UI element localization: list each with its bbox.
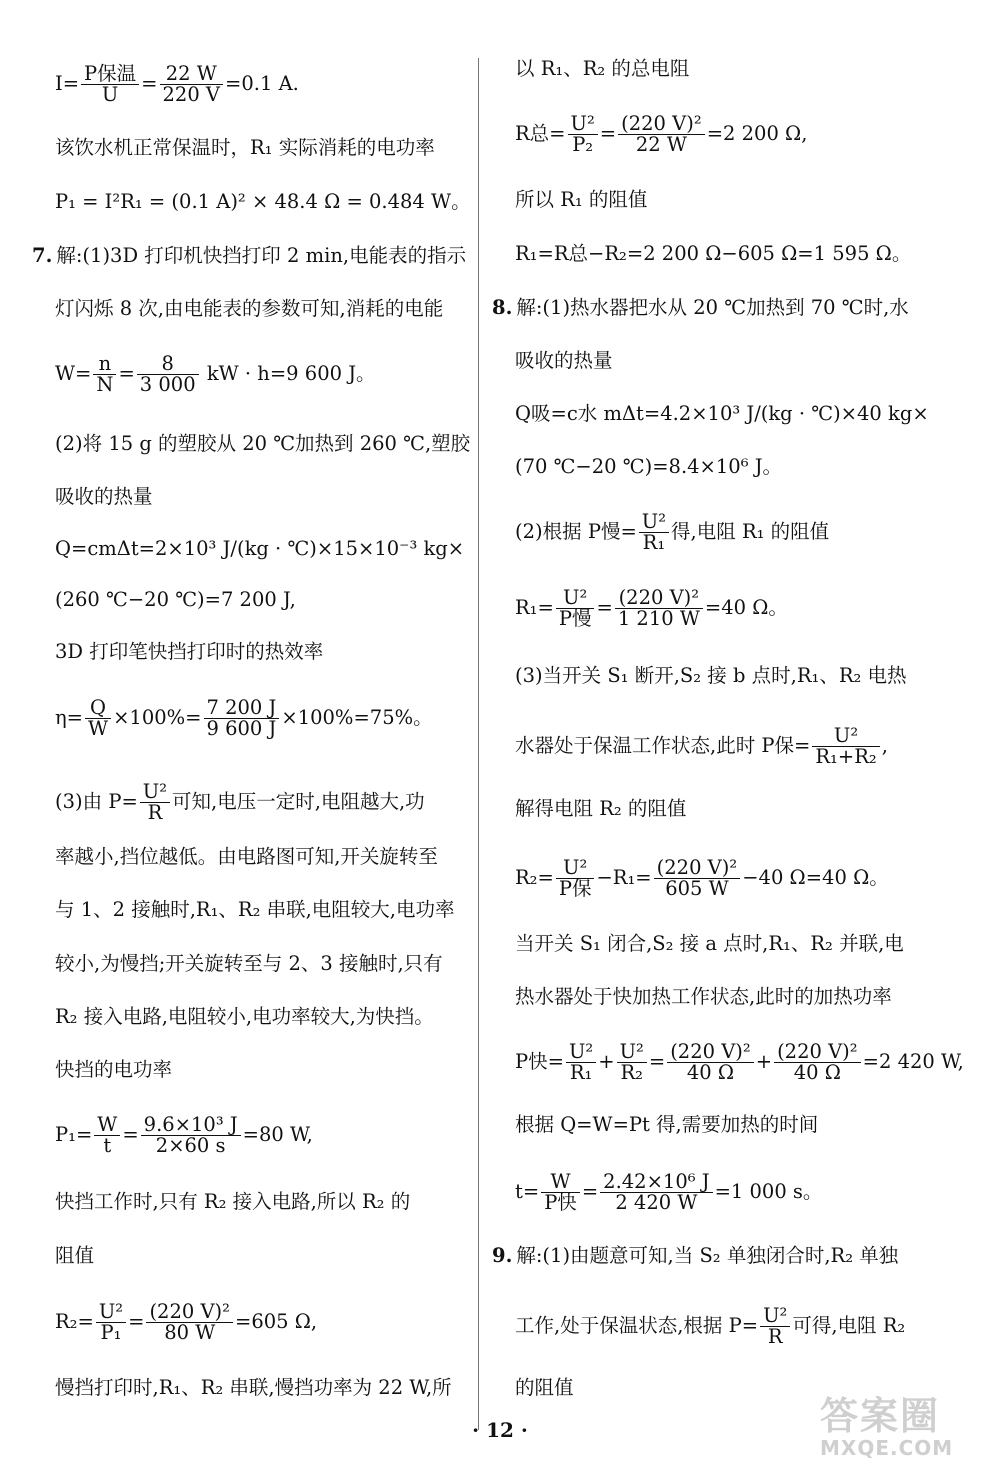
formula-current: I= $\frac{\text{P保温}}{U}$ = $\frac{22 W}{220 V}$ =0.1 A. <box>55 62 299 106</box>
text-line: 吸收的热量 <box>515 349 613 372</box>
question-8-line: 8. 解:(1)热水器把水从 20 ℃加热到 70 ℃时,水 <box>492 296 909 319</box>
text-line: (2)根据 P慢= $\frac{\text{U²}}{\text{R₁}}$ 得,电阻 R₁ 的阻值 <box>515 510 830 554</box>
fraction: $\frac{Q}{W}$ <box>85 698 111 739</box>
formula-fast-power: P₁= $\frac{W}{t}$ = $\frac{\text{9.6×10³ J}}{2\times 60 s}$ =80 W, <box>55 1113 313 1157</box>
text-line: 以 R₁、R₂ 的总电阻 <box>515 57 690 80</box>
fraction: $\frac{\text{2.42×10⁶ J}}{2 420 W}$ <box>600 1172 712 1213</box>
formula-heat-cont: (260 ℃−20 ℃)=7 200 J, <box>55 588 296 611</box>
text-line: 3D 打印笔快挡打印时的热效率 <box>55 640 324 663</box>
watermark-logo: 答案圈 MXQE.COM <box>820 1394 954 1460</box>
fraction: $\frac{\text{U²}}{\text{R₂}}$ <box>617 1042 647 1083</box>
fraction: $\frac{\text{P保温}}{U}$ <box>81 64 139 105</box>
text-line: 工作,处于保温状态,根据 P= $\frac{\text{U²}}{R}$ 可得,电阻 R₂ <box>515 1304 906 1348</box>
text-line: 的阻值 <box>515 1376 574 1399</box>
text-line: (2)将 15 g 的塑胶从 20 ℃加热到 260 ℃,塑胶 <box>55 432 471 455</box>
question-9-line: 9. 解:(1)由题意可知,当 S₂ 单独闭合时,R₂ 单独 <box>492 1244 899 1267</box>
column-divider <box>478 58 479 1430</box>
fraction: $\frac{n}{N}$ <box>93 354 116 395</box>
text-line: 根据 Q=W=Pt 得,需要加热的时间 <box>515 1113 819 1136</box>
text-line: 较小,为慢挡;开关旋转至与 2、3 接触时,只有 <box>55 952 443 975</box>
formula-fast-heating-power: P快= $\frac{\text{U²}}{\text{R₁}}$ + $\frac{\text{U²}}{\text{R₂}}$ = $\frac{\text{(220 V)²}}{40 \Omega}$ + $\frac{\text{(220 V)²}}{40 \Omega}$ =2 420 W, <box>515 1040 964 1084</box>
text-line: 慢挡打印时,R₁、R₂ 串联,慢挡功率为 22 W,所 <box>55 1376 452 1399</box>
formula-r2-value: R₂= $\frac{\text{U²}}{\text{P保}}$ −R₁= $\frac{\text{(220 V)²}}{605 W}$ −40 Ω=40 Ω。 <box>515 856 889 900</box>
text-line: 与 1、2 接触时,R₁、R₂ 串联,电阻较大,电功率 <box>55 898 455 921</box>
fraction: $\frac{\text{(220 V)²}}{80 W}$ <box>146 1302 233 1343</box>
formula-r2: R₂= $\frac{\text{U²}}{\text{P₁}}$ = $\frac{\text{(220 V)²}}{80 W}$ =605 Ω, <box>55 1300 318 1344</box>
text-line: 快挡工作时,只有 R₂ 接入电路,所以 R₂ 的 <box>55 1190 411 1213</box>
fraction: $\frac{\text{(220 V)²}}{40 \Omega}$ <box>774 1042 861 1083</box>
text-line: 吸收的热量 <box>55 485 153 508</box>
text-line: 解得电阻 R₂ 的阻值 <box>515 797 687 820</box>
fraction: $\frac{\text{U²}}{R}$ <box>760 1306 790 1347</box>
fraction: $\frac{\text{U²}}{\text{R₁}}$ <box>639 512 669 553</box>
text-line: (3)当开关 S₁ 断开,S₂ 接 b 点时,R₁、R₂ 电热 <box>515 664 907 687</box>
formula-heat: Q=cmΔt=2×10³ J/(kg · ℃)×15×10⁻³ kg× <box>55 537 465 560</box>
fraction: $\frac{\text{(220 V)²}}{1 210 W}$ <box>615 588 703 629</box>
fraction: $\frac{\text{(220 V)²}}{605 W}$ <box>654 858 741 899</box>
fraction: $\frac{\text{U²}}{\text{P₁}}$ <box>96 1302 126 1343</box>
text-line: 热水器处于快加热工作状态,此时的加热功率 <box>515 985 892 1008</box>
formula-total-resistance: R总= $\frac{\text{U²}}{\text{P₂}}$ = $\frac{\text{(220 V)²}}{22 W}$ =2 200 Ω, <box>515 112 808 156</box>
fraction: $\frac{7 200 J}{9 600 J}$ <box>204 698 280 739</box>
formula-efficiency: η= $\frac{Q}{W}$ ×100%= $\frac{7 200 J}{9 600 J}$ ×100%=75%。 <box>55 696 433 740</box>
question-number: 8. <box>492 296 513 319</box>
question-number: 9. <box>492 1244 513 1267</box>
fraction: $\frac{\text{U²}}{\text{P保}}$ <box>556 858 595 899</box>
formula-r1-value: R₁= $\frac{\text{U²}}{\text{P慢}}$ = $\frac{\text{(220 V)²}}{1 210 W}$ =40 Ω。 <box>515 586 788 630</box>
text-line: 所以 R₁ 的阻值 <box>515 188 648 211</box>
formula-energy: W= $\frac{n}{N}$ = $\frac{8}{3 000}$ kW · h=9 600 J。 <box>55 352 376 396</box>
formula-power: P₁ = I²R₁ = (0.1 A)² × 48.4 Ω = 0.484 W。 <box>55 190 471 213</box>
text-line: (3)由 P= $\frac{\text{U²}}{R}$ 可知,电压一定时,电阻越大,功 <box>55 780 425 824</box>
fraction: $\frac{W}{\text{P快}}$ <box>541 1172 580 1213</box>
text-line: 该饮水机正常保温时，R₁ 实际消耗的电功率 <box>55 136 435 159</box>
fraction: $\frac{\text{U²}}{\text{P慢}}$ <box>556 588 595 629</box>
formula-time: t= $\frac{W}{\text{P快}}$ = $\frac{\text{2.42×10⁶ J}}{2 420 W}$ =1 000 s。 <box>515 1170 823 1214</box>
fraction: $\frac{22 W}{220 V}$ <box>160 64 224 105</box>
text-line: 率越小,挡位越低。由电路图可知,开关旋转至 <box>55 845 438 868</box>
text-line: R₂ 接入电路,电阻较小,电功率较大,为快挡。 <box>55 1005 434 1028</box>
fraction: $\frac{\text{U²}}{R}$ <box>140 782 170 823</box>
fraction: $\frac{\text{U²}}{\text{R₁}}$ <box>566 1042 596 1083</box>
fraction: $\frac{\text{(220 V)²}}{40 \Omega}$ <box>667 1042 754 1083</box>
text-line: 水器处于保温工作状态,此时 P保= $\frac{\text{U²}}{\text{R₁+R₂}}$ , <box>515 724 888 768</box>
text-line: 灯闪烁 8 次,由电能表的参数可知,消耗的电能 <box>55 297 444 320</box>
formula-heat-absorbed: Q吸=c水 mΔt=4.2×10³ J/(kg · ℃)×40 kg× <box>515 402 929 425</box>
formula-heat-cont: (70 ℃−20 ℃)=8.4×10⁶ J。 <box>515 455 783 478</box>
fraction: $\frac{\text{U²}}{\text{P₂}}$ <box>568 114 598 155</box>
fraction: $\frac{W}{t}$ <box>94 1115 120 1156</box>
fraction: $\frac{8}{3 000}$ <box>137 354 199 395</box>
text-line: 阻值 <box>55 1244 95 1267</box>
page-number: · 12 · <box>472 1418 528 1442</box>
text-line: 快挡的电功率 <box>55 1058 173 1081</box>
question-7-line: 7. 解:(1)3D 打印机快挡打印 2 min,电能表的指示 <box>32 244 467 267</box>
fraction: $\frac{\text{U²}}{\text{R₁+R₂}}$ <box>812 726 879 767</box>
text-line: 当开关 S₁ 闭合,S₂ 接 a 点时,R₁、R₂ 并联,电 <box>515 932 904 955</box>
fraction: $\frac{\text{9.6×10³ J}}{2\times 60 s}$ <box>141 1115 241 1156</box>
question-number: 7. <box>32 244 53 267</box>
formula-r1: R₁=R总−R₂=2 200 Ω−605 Ω=1 595 Ω。 <box>515 242 912 265</box>
fraction: $\frac{\text{(220 V)²}}{22 W}$ <box>618 114 705 155</box>
